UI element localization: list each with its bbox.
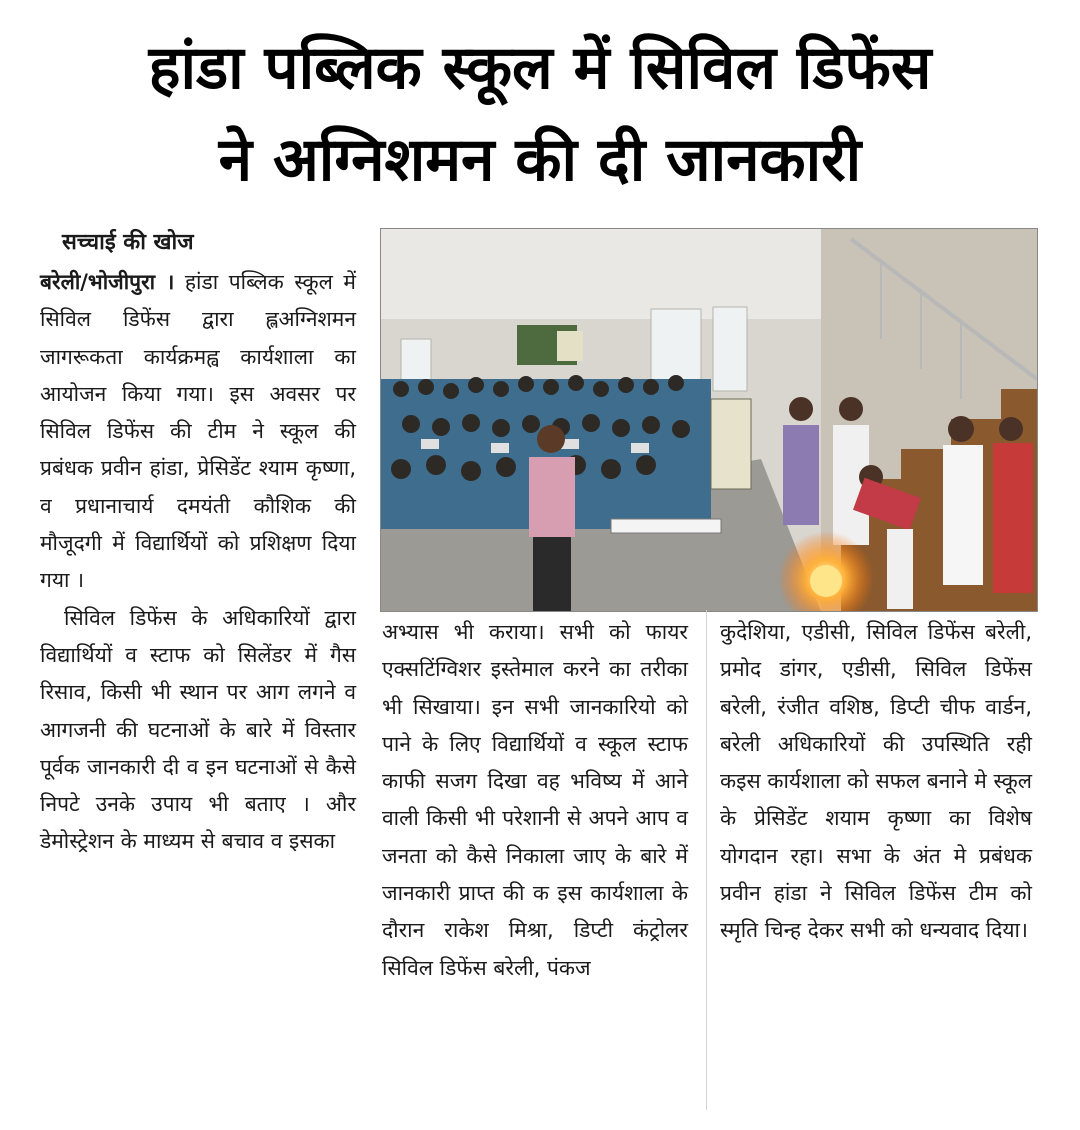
window xyxy=(713,307,747,391)
article-column-1 xyxy=(40,264,356,861)
article-paragraph-1 xyxy=(40,264,356,600)
ceiling xyxy=(381,229,841,319)
byline: सच्चाई की खोज xyxy=(62,230,194,255)
column-divider xyxy=(706,610,707,1110)
podium xyxy=(711,399,751,489)
paragraph-1-text: हांडा पब्लिक स्कूल में सिविल डिफेंस द्वारा ह्लअग्निशमन जागरूकता कार्यक्रमह्व कार्यशाला का आयोजन किया गया। इस अवसर पर सिविल डिफेंस की टीम ने स्कूल की प्रबंधक प्रवीन हांडा, प्रेसिडेंट श्याम कृष्णा, व प्रधानाचार्य दमयंती कौशिक की मौजूदगी में विद्यार्थियों को प्रशिक्षण दिया गया । xyxy=(40,270,356,593)
article-paragraph-3: अभ्यास भी कराया। सभी को फायर एक्सटिंग्विशर इस्तेमाल करने का तरीका भी सिखाया। इन सभी जानकारियो को पाने के लिए विद्यार्थियों व स्कूल स्टाफ काफी सजग दिखा वह भविष्य में आने वाली किसी भी परेशानी से अपने आप व जनता को कैसे निकाला जाए के बारे में जानकारी प्राप्त की क इस कार्यशाला के दौरान राकेश मिश्रा, डिप्टी कंट्रोलर सिविल डिफेंस बरेली, पंकज xyxy=(382,620,688,980)
headline-line-2: ने अग्निशमन की दी जानकारी xyxy=(218,125,862,195)
article-column-2 xyxy=(382,614,688,987)
article-paragraph-2: सिविल डिफेंस के अधिकारियों द्वारा विद्यार्थियों व स्टाफ को सिलेंडर में गैस रिसाव, किसी भी स्थान पर आग लगने व आगजनी की घटनाओं के बारे में विस्तार पूर्वक जानकारी दी व इन घटनाओं से कैसे निपटे उनके उपाय भी बताए । और डेमोस्ट्रेशन के माध्यम से बचाव व इसका xyxy=(40,605,356,854)
fire-core xyxy=(810,565,842,597)
demo-table xyxy=(611,519,721,533)
headline-line-1: हांडा पब्लिक स्कूल में सिविल डिफेंस xyxy=(148,33,932,103)
dateline: बरेली/भोजीपुरा । xyxy=(40,270,175,294)
article-paragraph-4: कुदेशिया, एडीसी, सिविल डिफेंस बरेली, प्रमोद डांगर, एडीसी, सिविल डिफेंस बरेली, रंजीत वशिष्ठ, डिप्टी चीफ वार्डन, बरेली अधिकारियों की उपस्थिति रही कइस कार्यशाला को सफल बनाने मे स्कूल के प्रेसिडेंट शयाम कृष्णा का विशेष योगदान रहा। सभा के अंत मे प्रबंधक प्रवीन हांडा ने सिविल डिफेंस टीम को स्मृति चिन्ह देकर सभी को धन्यवाद दिया। xyxy=(720,620,1032,943)
banner-emblem xyxy=(557,331,583,361)
fire-drill-photo xyxy=(381,229,1037,611)
news-photo xyxy=(380,228,1038,612)
headline xyxy=(0,22,1080,206)
article-column-3 xyxy=(720,614,1032,950)
